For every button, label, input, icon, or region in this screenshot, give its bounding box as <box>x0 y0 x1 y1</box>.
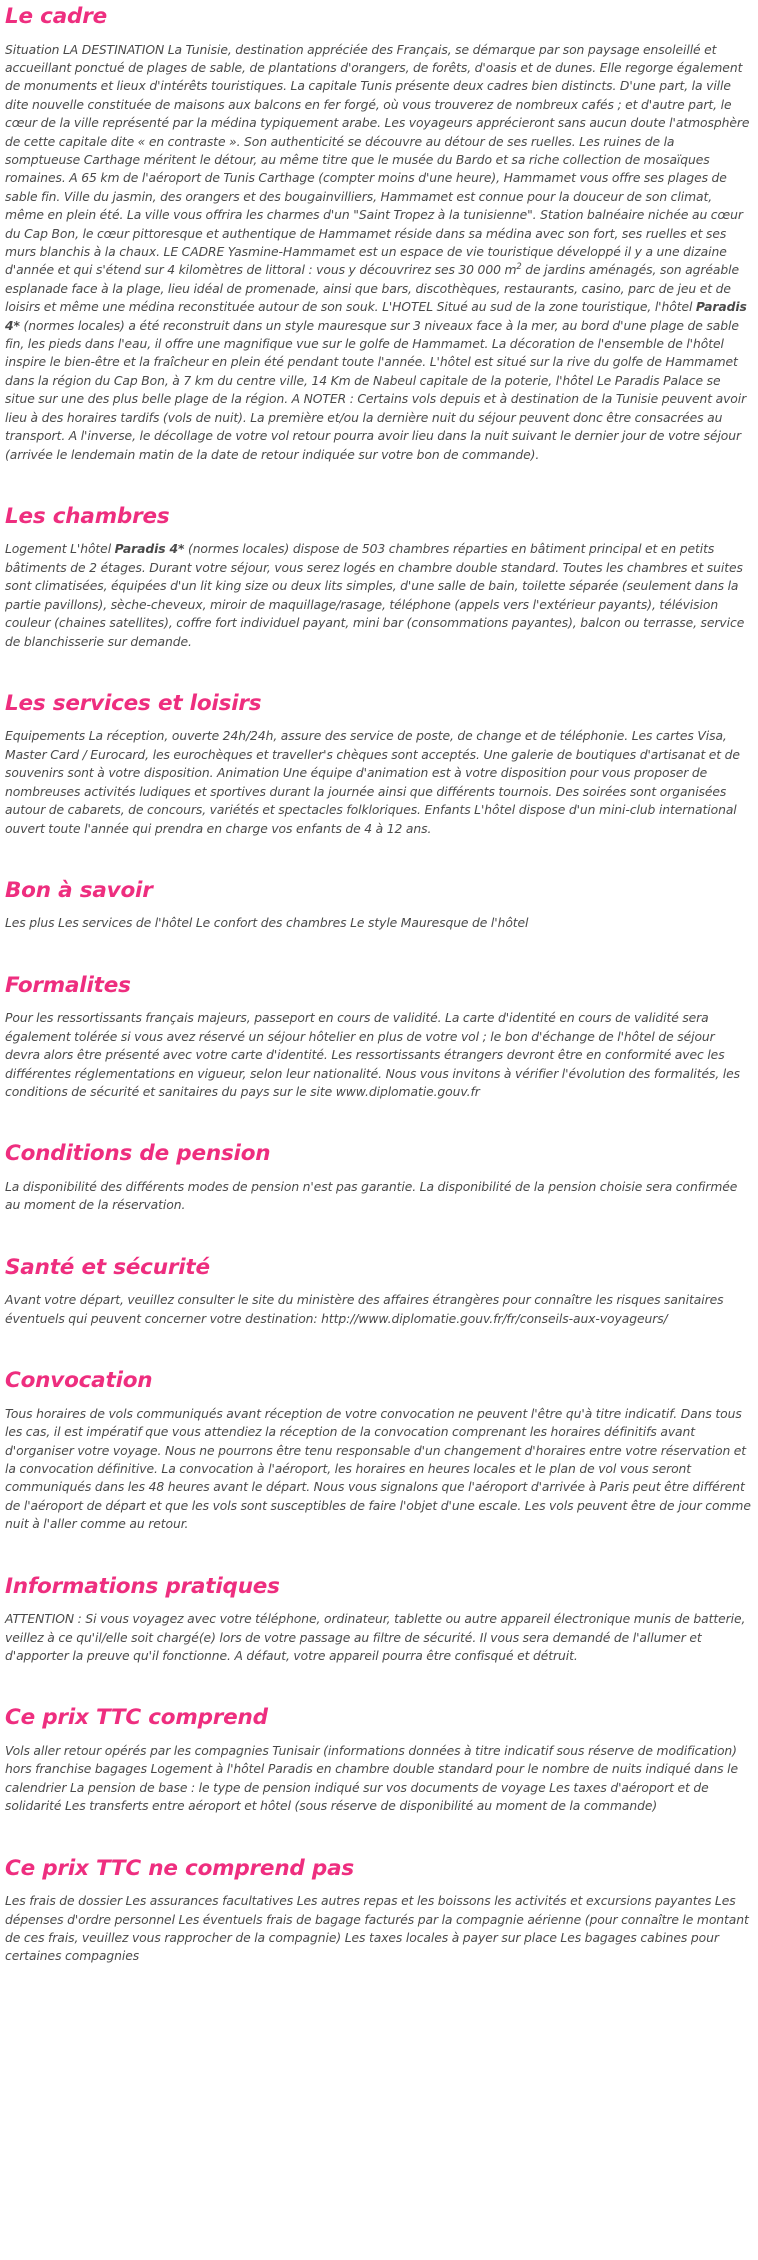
section-title-ce-prix-ttc-comprend: Ce prix TTC comprend <box>5 1705 268 1731</box>
spacer <box>5 1880 753 1892</box>
spacer <box>5 1665 753 1707</box>
spacer <box>5 1166 753 1178</box>
section-body-convocation: Tous horaires de vols communiqués avant réception de votre convocation ne peuvent l'être qu'à titre indicatif. Dans tous les cas, il est impératif que vous attendiez la réception de la convocation comprenant les horaires définitifs avant d'organiser votre voyage. Nous ne pourrons être tenu responsable d'un changement d'horaires entre votre réservation et la convocation définitive. La convocation à l'aéroport, les horaires en heures locales et le plan de vol vous seront communiqués dans les 48 heures avant le départ. Nous vous signalons que l'aéroport d'arrivée à Paris peut être différent de l'aéroport de départ et que les vols sont susceptibles de faire l'objet d'une escale. Les vols peuvent être de jour comme nuit à l'aller comme au retour. <box>5 1406 751 1532</box>
section-ce-prix-ttc-ne-comprend-pas <box>5 1855 753 1966</box>
hotel-name-emphasis: Paradis 4* <box>114 542 185 557</box>
superscript-square: 2 <box>516 261 522 272</box>
spacer <box>5 1101 753 1143</box>
section-title-convocation: Convocation <box>5 1368 153 1394</box>
section-title-informations-pratiques: Informations pratiques <box>5 1573 280 1599</box>
paragraph-text-part: (normes locales) a été reconstruit dans un style mauresque sur 3 niveaux face à la mer, au bord d'une plage de sable fin, les pieds dans l'eau, il offre une magnifique vue sur le golfe de Hammamet. La décoration de l'ensemble de l'hôtel inspire le bien-être et la fraîcheur en plein été pendant toute l'année. L'hôtel est situé sur la rive du golfe de Hammamet dans la région du Cap Bon, à 7 km du centre ville, 14 Km de Nabeul capitale de la poterie, l'hôtel Le Paradis Palace se situe sur une des plus belle plage de la région. A NOTER : Certains vols depuis et à destination de la Tunisie peuvent avoir lieu à des horaires tardifs (vols de nuit). La première et/ou la dernière nuit du séjour peuvent donc être consacrées au transport. A l'inverse, le décollage de votre vol retour pourra avoir lieu dans la nuit suivant le dernier jour de votre séjour (arrivée le lendemain matin de la date de retour indiquée sur votre bon de commande). <box>5 318 747 462</box>
section-les-services-et-loisirs <box>5 690 753 838</box>
section-body-formalites: Pour les ressortissants français majeurs, passeport en cours de validité. La carte d'identité en cours de validité sera également tolérée si vous avez réservé un séjour hôtelier en plus de votre vol ; le bon d'échange de l'hôtel de séjour devra alors être présenté avec votre carte d'identité. Les ressortissants étrangers devront être en conformité avec les différentes réglementations en vigueur, selon leur nationalité. Nous vous invitons à vérifier l'évolution des formalités, les conditions de sécurité et sanitaires du pays sur le site www.diplomatie.gouv.fr <box>5 1011 741 1100</box>
section-les-chambres <box>5 503 753 651</box>
section-ce-prix-ttc-comprend <box>5 1707 753 1815</box>
section-title-formalites: Formalites <box>5 972 131 998</box>
spacer <box>5 997 753 1009</box>
section-body-les-chambres <box>5 540 753 650</box>
spacer <box>5 902 753 914</box>
paragraph-text-part: Logement L'hôtel <box>5 542 115 557</box>
spacer <box>5 1730 753 1742</box>
section-convocation <box>5 1370 753 1533</box>
section-body-ce-prix-ttc-ne-comprend-pas: Les frais de dossier Les assurances facultatives Les autres repas et les boissons les activités et excursions payantes Les dépenses d'ordre personnel Les éventuels frais de bagage facturés par la compagnie aérienne (pour connaître le montant de ces frais, veuillez vous rapprocher de la compagnie) Les taxes locales à payer sur place Les bagages cabines pour certaines compagnies <box>5 1894 749 1964</box>
section-body-sante-et-securite: Avant votre départ, veuillez consulter le site du ministère des affaires étrangères pour connaître les risques sanitaires éventuels qui peuvent concerner votre destination: http://www.diplomatie.gouv.fr/fr/conseils-aux-voyageurs/ <box>5 1293 724 1326</box>
section-body-informations-pratiques: ATTENTION : Si vous voyagez avec votre téléphone, ordinateur, tablette ou autre appareil électronique munis de batterie, veillez à ce qu'il/elle soit chargé(e) lors de votre passage au filtre de sécurité. Il vous sera demandé de l'allumer et d'apporter la preuve qu'il fonctionne. A défaut, votre appareil pourra être confisqué et détruit. <box>5 1612 746 1663</box>
section-body-ce-prix-ttc-comprend: Vols aller retour opérés par les compagnies Tunisair (informations données à titre indicatif sous réserve de modification) hors franchise bagages Logement à l'hôtel Paradis en chambre double standard pour le nombre de nuits indiqué dans le calendrier La pension de base : le type de pension indiqué sur vos documents de voyage Les taxes d'aéroport et de solidarité Les transferts entre aéroport et hôtel (sous réserve de disponibilité au moment de la commande) <box>5 1743 738 1814</box>
section-title-les-chambres: Les chambres <box>5 503 170 529</box>
section-title-le-cadre: Le cadre <box>5 4 107 29</box>
section-title-conditions-de-pension: Conditions de pension <box>5 1141 271 1167</box>
section-title-sante-et-securite: Santé et sécurité <box>5 1254 210 1280</box>
spacer <box>5 1328 753 1370</box>
spacer <box>5 1215 753 1257</box>
spacer <box>5 1816 753 1858</box>
spacer <box>5 29 753 41</box>
paragraph-text-part: de jardins aménagés, son agréable esplanade face à la plage, lieu idéal de promenade, ainsi que bars, discothèques, restaurants, casino, parc de jeu et de loisirs et même une médina reconstituée autour de son souk. L'HOTEL Situé au sud de la zone touristique, l'hôtel <box>5 263 739 315</box>
section-conditions-de-pension <box>5 1143 753 1214</box>
spacer <box>5 1393 753 1405</box>
spacer <box>5 933 753 975</box>
section-body-conditions-de-pension: La disponibilité des différents modes de pension n'est pas garantie. La disponibilité de la pension choisie sera confirmée au moment de la réservation. <box>5 1180 738 1213</box>
section-le-cadre <box>5 0 753 464</box>
spacer <box>5 838 753 880</box>
section-body-le-cadre <box>5 41 753 464</box>
hotel-name-emphasis: Paradis 4* <box>5 300 747 333</box>
section-bon-a-savoir <box>5 877 753 933</box>
section-body-bon-a-savoir: Les plus Les services de l'hôtel Le confort des chambres Le style Mauresque de l'hôtel <box>5 916 529 931</box>
spacer <box>5 715 753 727</box>
section-title-ce-prix-ttc-ne-comprend-pas: Ce prix TTC ne comprend pas <box>5 1855 354 1881</box>
section-title-bon-a-savoir: Bon à savoir <box>5 877 153 903</box>
paragraph-text-part: Situation LA DESTINATION La Tunisie, destination appréciée des Français, se démarque par son paysage ensoleillé et accueillant ponctué de plages de sable, de plantations d'orangers, de forêts, d'oasis et de dunes. Elle regorge également de monuments et lieux d'intérêts touristiques. La capitale Tunis présente deux cadres bien distincts. D'une part, la ville dite nouvelle constituée de maisons aux balcons en fer forgé, où vous trouverez de nombreux cafés ; et d'autre part, le cœur de la ville représenté par la médina typiquement arabe. Les voyageurs apprécieront sans aucun doute l'atmosphère de cette capitale dite « en contraste ». Son authenticité se découvre au détour de ses ruelles. Les ruines de la somptueuse Carthage méritent le détour, au même titre que le musée du Bardo et sa riche collection de mosaïques romaines. A 65 km de l'aéroport de Tunis Carthage (compter moins d'une heure), Hammamet vous offre ses plages de sable fin. Ville du jasmin, des orangers et des bougainvilliers, Hammamet est connue pour la douceur de son climat, même en plein été. La ville vous offrira les charmes d'un "Saint Tropez à la tunisienne". Station balnéaire nichée au cœur du Cap Bon, le cœur pittoresque et authentique de Hammamet réside dans sa médina avec son fort, ses ruelles et ses murs blanchis à la chaux. LE CADRE Yasmine-Hammamet est un espace de vie touristique développé il y a une dizaine d'année et qui s'étend sur 4 kilomètres de littoral : vous y découvrirez ses 30 000 m <box>5 42 750 278</box>
spacer <box>5 528 753 540</box>
spacer <box>5 1534 753 1576</box>
spacer <box>5 651 753 693</box>
section-formalites <box>5 972 753 1102</box>
section-body-les-services-et-loisirs: Equipements La réception, ouverte 24h/24h, assure des service de poste, de change et de téléphonie. Les cartes Visa, Master Card / Eurocard, les eurochèques et traveller's chèques sont acceptés. Une galerie de boutiques d'artisanat et de souvenirs sont à votre disposition. Animation Une équipe d'animation est à votre disposition pour vous proposer de nombreuses activités ludiques et sportives durant la journée ainsi que différents tournois. Des soirées sont organisées autour de cabarets, de concours, variétés et spectacles folkloriques. Enfants L'hôtel dispose d'un mini-club international ouvert toute l'année qui prendra en charge vos enfants de 4 à 12 ans. <box>5 729 740 836</box>
section-title-les-services-et-loisirs: Les services et loisirs <box>5 690 262 716</box>
paragraph-text-part: (normes locales) dispose de 503 chambres réparties en bâtiment principal et en petits bâtiments de 2 étages. Durant votre séjour, vous serez logés en chambre double standard. Toutes les chambres et suites sont climatisées, équipées d'un lit king size ou deux lits simples, d'une salle de bain, toilette séparée (seulement dans la partie pavillons), sèche-cheveux, miroir de maquillage/rasage, téléphone (appels vers l'extérieur payants), télévision couleur (chaines satellites), coffre fort individuel payant, mini bar (consommations payantes), balcon ou terrasse, service de blanchisserie sur demande. <box>5 542 745 649</box>
section-informations-pratiques <box>5 1573 753 1666</box>
spacer <box>5 464 753 506</box>
section-sante-et-securite <box>5 1254 753 1328</box>
spacer <box>5 1598 753 1610</box>
spacer <box>5 1279 753 1291</box>
